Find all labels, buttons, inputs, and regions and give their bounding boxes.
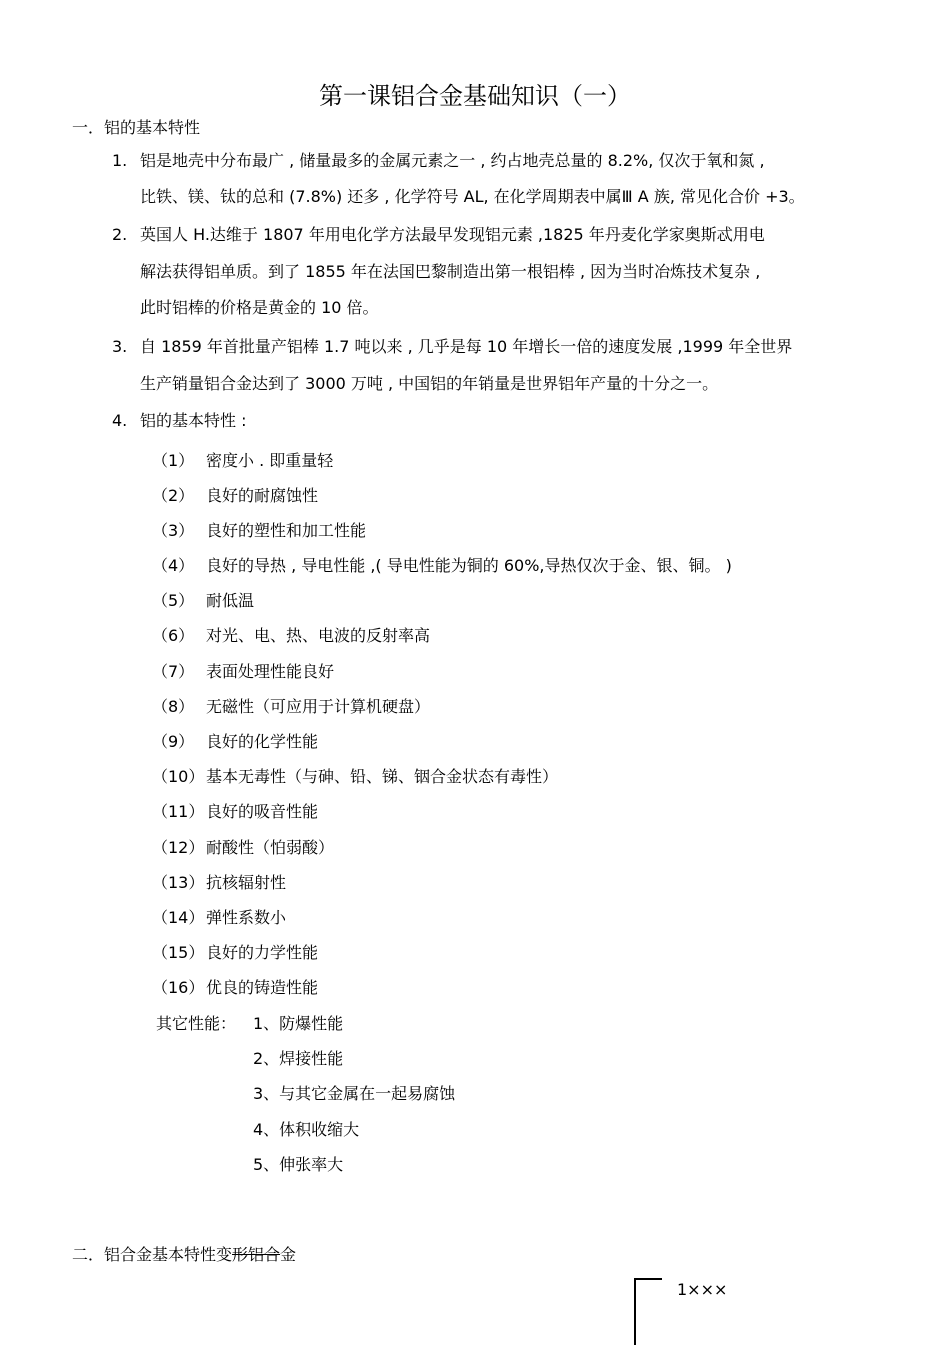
- other-property-item: 2、焊接性能: [253, 1049, 344, 1068]
- paragraph-4-line-1: 4. 铝的基本特性 :: [112, 411, 247, 430]
- property-item: （2） 良好的耐腐蚀性: [152, 486, 319, 505]
- property-item: （5） 耐低温: [152, 591, 255, 610]
- property-item: （4） 良好的导热 , 导电性能 ,( 导电性能为铜的 60%,导热仅次于金、银、铜。 ): [152, 556, 732, 575]
- page-title: 第一课铝合金基础知识（一）: [319, 82, 631, 110]
- property-item: （10） 基本无毒性（与砷、铅、锑、铟合金状态有毒性）: [152, 767, 559, 786]
- property-item: （7） 表面处理性能良好: [152, 662, 335, 681]
- section-2-heading: 二．铝合金基本特性变形铝合金: [72, 1245, 297, 1264]
- section-1-heading: 一．铝的基本特性: [72, 118, 201, 137]
- property-item: （8） 无磁性（可应用于计算机硬盘）: [152, 697, 431, 716]
- other-property-item: 3、与其它金属在一起易腐蚀: [253, 1084, 456, 1103]
- paragraph-number: 1.: [112, 151, 128, 170]
- paragraph-2-line-1: 2. 英国人 H.达维于 1807 年用电化学方法最早发现铝元素 ,1825 年丹麦化学家奥斯忒用电: [112, 225, 765, 244]
- property-item: （9） 良好的化学性能: [152, 732, 319, 751]
- paragraph-number: 3.: [112, 337, 128, 356]
- property-item: （12） 耐酸性（怕弱酸）: [152, 838, 335, 857]
- bracket-label: 1×××: [677, 1280, 728, 1299]
- paragraph-3-line-2: 生产销量铝合金达到了 3000 万吨 , 中国铝的年销量是世界铝年产量的十分之一。: [140, 374, 719, 393]
- property-item: （6） 对光、电、热、电波的反射率高: [152, 626, 431, 645]
- property-item: （3） 良好的塑性和加工性能: [152, 521, 367, 540]
- classification-bracket: [634, 1278, 662, 1345]
- paragraph-3-line-1: 3. 自 1859 年首批量产铝棒 1.7 吨以来 , 几乎是每 10 年增长一倍的速度发展 ,1999 年全世界: [112, 337, 793, 356]
- paragraph-number: 4.: [112, 411, 128, 430]
- other-properties-label: 其它性能：: [156, 1014, 237, 1033]
- paragraph-1-line-2: 比铁、镁、钛的总和 (7.8%) 还多 , 化学符号 AL, 在化学周期表中属Ⅲ A 族, 常见化合价 +3。: [140, 187, 805, 206]
- property-item: （14） 弹性系数小: [152, 908, 287, 927]
- paragraph-2-line-3: 此时铝棒的价格是黄金的 10 倍。: [140, 298, 379, 317]
- property-item: （11） 良好的吸音性能: [152, 802, 319, 821]
- property-item: （15） 良好的力学性能: [152, 943, 319, 962]
- other-property-item: 4、体积收缩大: [253, 1120, 360, 1139]
- other-property-item: 1、防爆性能: [253, 1014, 344, 1033]
- property-item: （1） 密度小 . 即重量轻: [152, 451, 334, 470]
- other-property-item: 5、伸张率大: [253, 1155, 344, 1174]
- paragraph-number: 2.: [112, 225, 128, 244]
- struck-text: 形铝合: [232, 1245, 281, 1264]
- paragraph-1-line-1: 1. 铝是地壳中分布最广 , 储量最多的金属元素之一 , 约占地壳总量的 8.2%, 仅次于氧和氮 ,: [112, 151, 765, 170]
- paragraph-2-line-2: 解法获得铝单质。到了 1855 年在法国巴黎制造出第一根铝棒 , 因为当时冶炼技术复杂 ,: [140, 262, 761, 281]
- property-item: （16） 优良的铸造性能: [152, 978, 319, 997]
- property-item: （13） 抗核辐射性: [152, 873, 287, 892]
